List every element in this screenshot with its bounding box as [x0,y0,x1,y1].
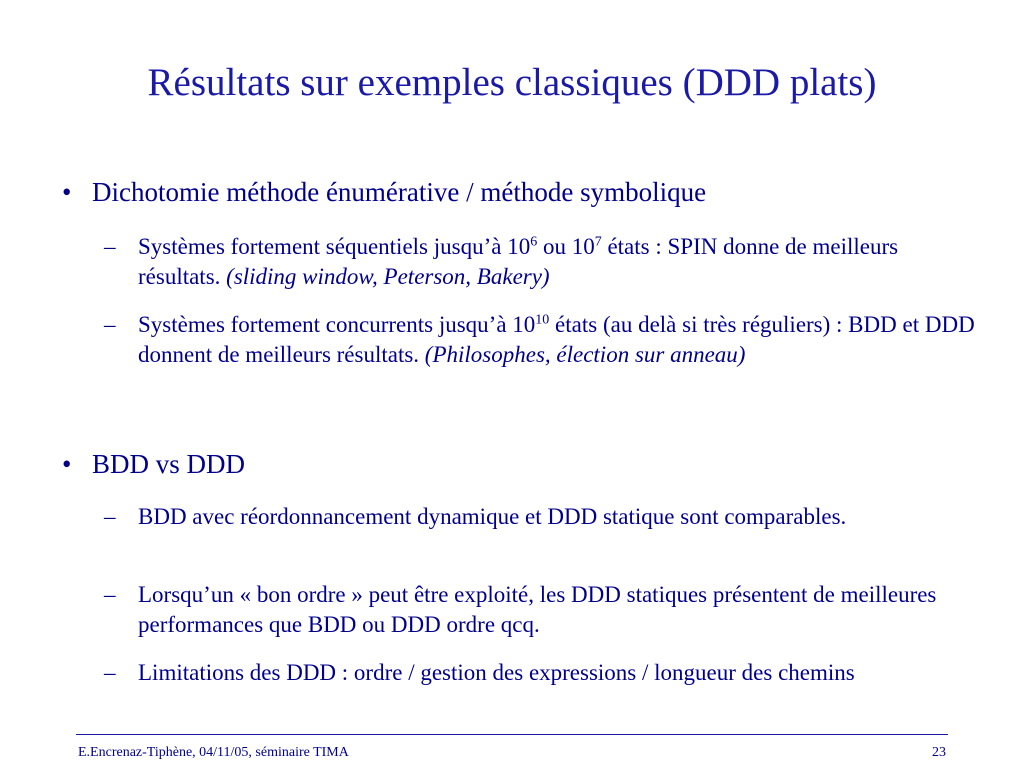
sub-item-text [138,310,978,370]
text-part: états : SPIN donne de meilleurs résultats. [138,234,899,289]
dash-mark: – [104,582,116,607]
sub-item-text [138,232,978,292]
sub-item-text: Lorsqu’un « bon ordre » peut être exploité, les DDD statiques présentent de meilleures performances que BDD ou DDD ordre qcq. [138,582,937,637]
slide-title: Résultats sur exemples classiques (DDD plats) [147,61,877,104]
italic-examples: (sliding window, Peterson, Bakery) [226,264,550,289]
page-number: 23 [932,745,946,760]
exponent: 10 [535,312,550,328]
dash-mark: – [104,234,116,259]
footer-author-date: E.Encrenaz-Tiphène, 04/11/05, séminaire TIMA [78,745,349,760]
text-part: Systèmes fortement séquentiels jusqu’à 10 [138,234,531,259]
bullet-text: Dichotomie méthode énumérative / méthode symbolique [92,177,707,207]
bullet-text: BDD vs DDD [92,449,246,479]
bullet-mark: • [62,449,72,479]
exponent: 6 [530,234,538,250]
dash-mark: – [104,504,116,529]
text-part: Systèmes fortement concurrents jusqu’à 10 [138,312,536,337]
sub-item-text: Limitations des DDD : ordre / gestion des expressions / longueur des chemins [138,660,855,685]
dash-mark: – [104,660,116,685]
exponent: 7 [594,234,602,250]
italic-examples: (Philosophes, élection sur anneau) [424,342,746,367]
sub-item-text: BDD avec réordonnancement dynamique et DDD statique sont comparables. [138,504,847,529]
text-part: ou 10 [537,234,595,259]
text-part: états (au delà si très réguliers) : BDD et DDD donnent de meilleurs résultats. [138,312,975,367]
dash-mark: – [104,312,116,337]
footer-divider [76,734,948,735]
bullet-mark: • [62,177,72,207]
